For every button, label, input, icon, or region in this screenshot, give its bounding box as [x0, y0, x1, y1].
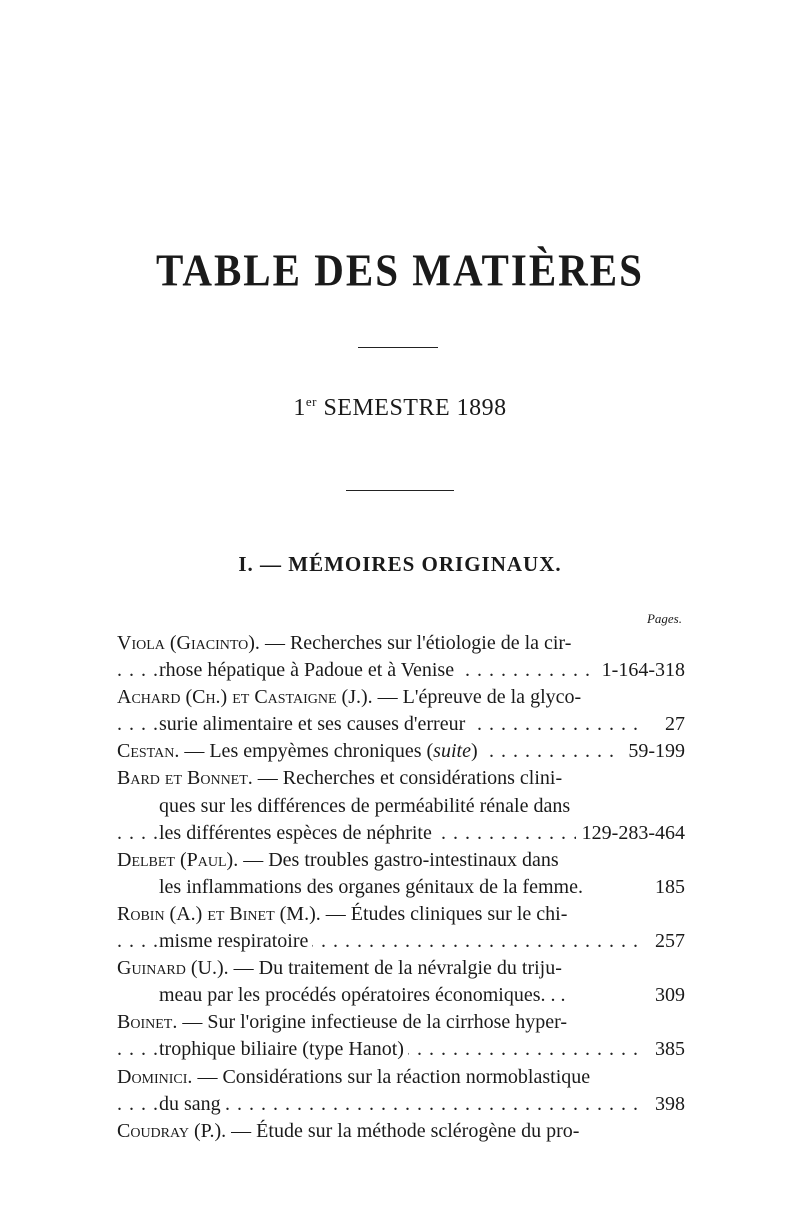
page-number: 398	[649, 1091, 685, 1118]
entry-text: — Les empyèmes chroniques (suite)	[179, 740, 478, 763]
section-heading: I. — MÉMOIRES ORIGINAUX.	[238, 552, 562, 576]
toc-line	[117, 630, 685, 657]
author-name: Bard et Bonnet.	[117, 767, 253, 790]
page-title: TABLE DES MATIÈRES	[156, 244, 644, 296]
entry-text: rhose hépatique à Padoue et à Venise	[159, 657, 458, 684]
author-name: Robin (A.) et Binet (M.).	[117, 902, 321, 925]
entry-text: ques sur les différences de perméabilité rénale dans	[159, 793, 570, 820]
toc-line	[117, 684, 685, 711]
entry-text: — Sur l'origine infectieuse de la cirrhose hyper-	[177, 1011, 568, 1034]
toc-line	[117, 657, 685, 684]
entry-text: surie alimentaire et ses causes d'erreur	[159, 711, 469, 738]
entry-text: — Des troubles gastro-intestinaux dans	[238, 848, 559, 871]
author-name: Delbet (Paul).	[117, 848, 239, 871]
entry-text: — Recherches sur l'étiologie de la cir-	[259, 632, 572, 654]
author-name: Boinet.	[117, 1011, 178, 1034]
semester-label: SEMESTRE 1898	[323, 395, 507, 421]
toc-line	[117, 1064, 685, 1091]
author-name: Viola (Giacinto).	[117, 632, 260, 654]
pages-column-label: Pages.	[646, 611, 682, 626]
toc-line	[117, 1036, 685, 1063]
author-name: Guinard (U.).	[117, 957, 229, 980]
entry-text: du sang	[159, 1091, 225, 1118]
semester-ordinal: 1	[293, 395, 306, 421]
divider-top	[358, 347, 438, 348]
page-number: 257	[649, 928, 685, 955]
toc-line	[117, 1009, 685, 1036]
entry-text: misme respiratoire	[159, 928, 312, 955]
entry-text: — Du traitement de la névralgie du triju-	[228, 957, 562, 980]
divider-bottom	[346, 490, 454, 491]
entry-text: — Études cliniques sur le chi-	[320, 902, 568, 925]
toc-line	[117, 793, 685, 820]
toc-line	[117, 765, 685, 792]
table-of-contents	[117, 630, 685, 1145]
toc-line	[117, 874, 685, 901]
toc-line	[117, 847, 685, 874]
toc-line	[117, 738, 685, 765]
toc-line	[117, 711, 685, 738]
toc-line	[117, 901, 685, 928]
toc-line	[117, 1118, 685, 1145]
page-number: 27	[659, 711, 685, 738]
author-name: Dominici.	[117, 1065, 193, 1088]
page-number: 385	[649, 1036, 685, 1063]
toc-line	[117, 955, 685, 982]
entry-text: les différentes espèces de néphrite	[159, 820, 436, 847]
entry-text: — Étude sur la méthode sclérogène du pro-	[226, 1119, 580, 1142]
entry-text: — Recherches et considérations clini-	[252, 767, 563, 790]
entry-text: meau par les procédés opératoires économiques. . .	[159, 982, 566, 1009]
page-number: 1-164-318	[596, 657, 685, 684]
semester-suffix: er	[305, 394, 317, 409]
entry-text: — L'épreuve de la glyco-	[372, 686, 582, 709]
page-number: 59-199	[622, 738, 685, 765]
toc-line	[117, 928, 685, 955]
author-name: Cestan.	[117, 740, 180, 763]
page-number: 309	[649, 982, 685, 1009]
entry-text: les inflammations des organes génitaux de la femme.	[159, 874, 583, 901]
toc-line	[117, 982, 685, 1009]
page-number: 185	[649, 874, 685, 901]
toc-line	[117, 820, 685, 847]
entry-text: trophique biliaire (type Hanot)	[159, 1036, 408, 1063]
toc-line	[117, 1091, 685, 1118]
entry-text: — Considérations sur la réaction normoblastique	[192, 1065, 591, 1088]
author-name: Achard (Ch.) et Castaigne (J.).	[117, 686, 373, 709]
author-name: Coudray (P.).	[117, 1119, 227, 1142]
page-number: 129-283-464	[576, 820, 685, 847]
semester-heading	[0, 394, 800, 422]
